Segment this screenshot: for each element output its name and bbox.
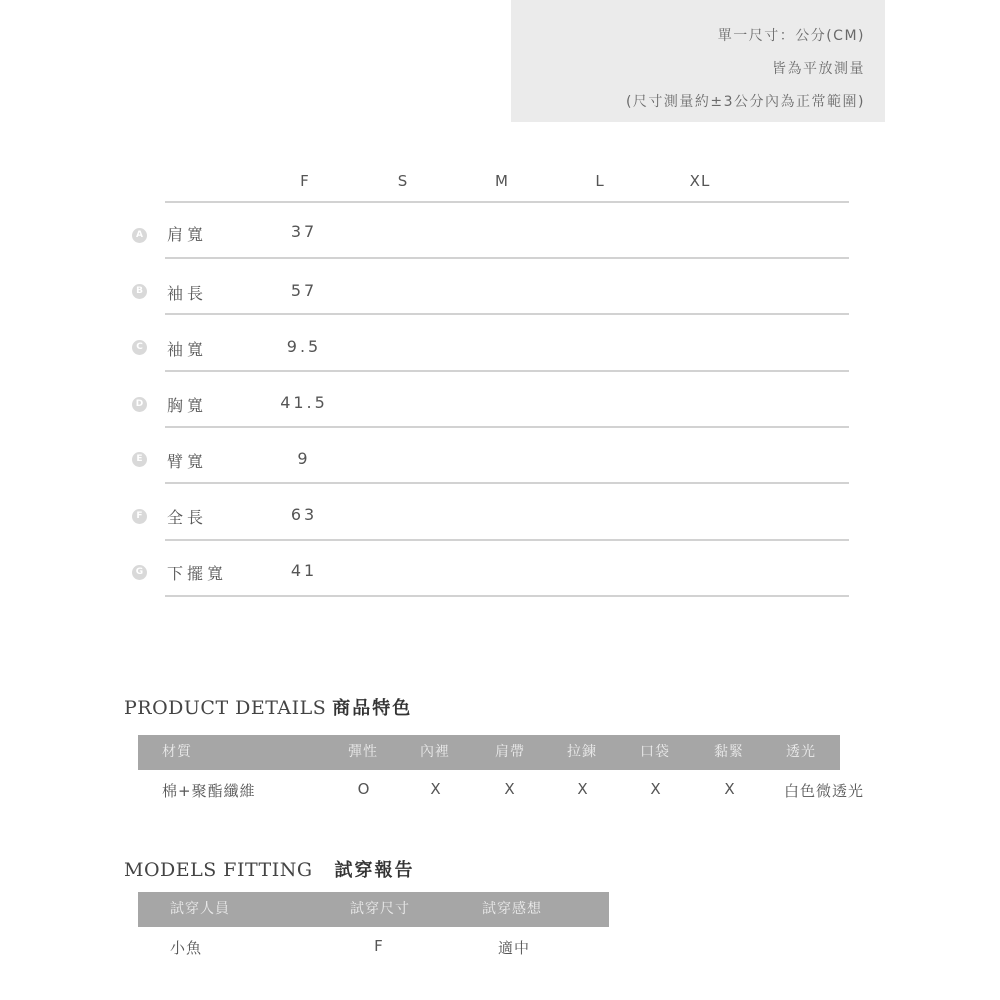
value-model: 小魚: [170, 939, 203, 957]
value-lining: X: [430, 780, 442, 798]
models-fitting-header-bar: [138, 892, 609, 927]
row-marker-icon: C: [132, 340, 147, 355]
row-label-hem: 下擺寬: [167, 564, 228, 583]
row-label-sleeve-width: 袖寬: [167, 340, 208, 359]
value-pocket: X: [650, 780, 662, 798]
header-material: 材質: [162, 744, 192, 760]
header-sheerness: 透光: [786, 744, 816, 760]
row-marker-icon: F: [132, 509, 147, 524]
value-size-worn: F: [374, 937, 384, 955]
product-details-title: [124, 694, 412, 720]
value-elasticity: O: [357, 780, 371, 798]
value-material: 棉+聚酯纖維: [162, 782, 256, 800]
table-divider: [165, 426, 849, 428]
row-marker-icon: A: [132, 228, 147, 243]
row-value-length: 63: [290, 505, 318, 524]
row-marker-icon: E: [132, 452, 147, 467]
row-label-chest: 胸寬: [167, 396, 208, 415]
row-value-sleeve-width: 9.5: [286, 337, 322, 356]
size-header-s: S: [397, 172, 409, 190]
header-elasticity: 彈性: [348, 744, 378, 760]
row-label-sleeve-length: 袖長: [167, 284, 208, 303]
product-details-title-en: PRODUCT DETAILS: [124, 697, 327, 719]
size-header-f: F: [300, 172, 310, 190]
value-straps: X: [504, 780, 516, 798]
header-zipper: 拉鍊: [567, 744, 597, 760]
table-divider: [165, 482, 849, 484]
value-fit: X: [724, 780, 736, 798]
note-method: 皆為平放測量: [772, 61, 865, 77]
row-marker-icon: G: [132, 565, 147, 580]
models-fitting-title-cn: 試穿報告: [334, 860, 415, 881]
product-details-title-cn: 商品特色: [332, 698, 413, 719]
row-value-chest: 41.5: [280, 393, 328, 412]
table-divider: [165, 313, 849, 315]
header-pocket: 口袋: [640, 744, 670, 760]
size-header-xl: XL: [689, 172, 711, 190]
note-tolerance: (尺寸測量約±3公分內為正常範圍): [625, 94, 865, 110]
table-divider: [165, 370, 849, 372]
row-marker-icon: D: [132, 397, 147, 412]
table-divider: [165, 201, 849, 203]
note-unit: 單一尺寸：公分(CM): [717, 28, 865, 44]
size-header-m: M: [495, 172, 509, 190]
row-value-sleeve-length: 57: [290, 281, 318, 300]
models-fitting-title: [124, 856, 415, 882]
table-divider: [165, 257, 849, 259]
row-value-arm: 9: [297, 449, 311, 468]
row-marker-icon: B: [132, 284, 147, 299]
value-sheerness: 白色微透光: [784, 782, 865, 800]
header-model: 試穿人員: [170, 901, 230, 917]
header-lining: 內裡: [420, 744, 450, 760]
header-fit: 黏緊: [714, 744, 744, 760]
row-label-arm: 臂寬: [167, 452, 208, 471]
measurement-note-box: [511, 0, 885, 122]
row-label-length: 全長: [167, 508, 208, 527]
models-fitting-title-en: MODELS FITTING: [124, 859, 313, 881]
row-value-hem: 41: [290, 561, 318, 580]
row-value-shoulder: 37: [290, 222, 318, 241]
row-label-shoulder: 肩寬: [167, 225, 208, 244]
size-header-l: L: [595, 172, 605, 190]
product-details-header-bar: [138, 735, 840, 770]
value-fit-feedback: 適中: [497, 939, 531, 957]
value-zipper: X: [577, 780, 589, 798]
header-straps: 肩帶: [495, 744, 525, 760]
table-divider: [165, 595, 849, 597]
table-divider: [165, 539, 849, 541]
header-fit-feedback: 試穿感想: [482, 901, 542, 917]
header-size-worn: 試穿尺寸: [350, 901, 410, 917]
